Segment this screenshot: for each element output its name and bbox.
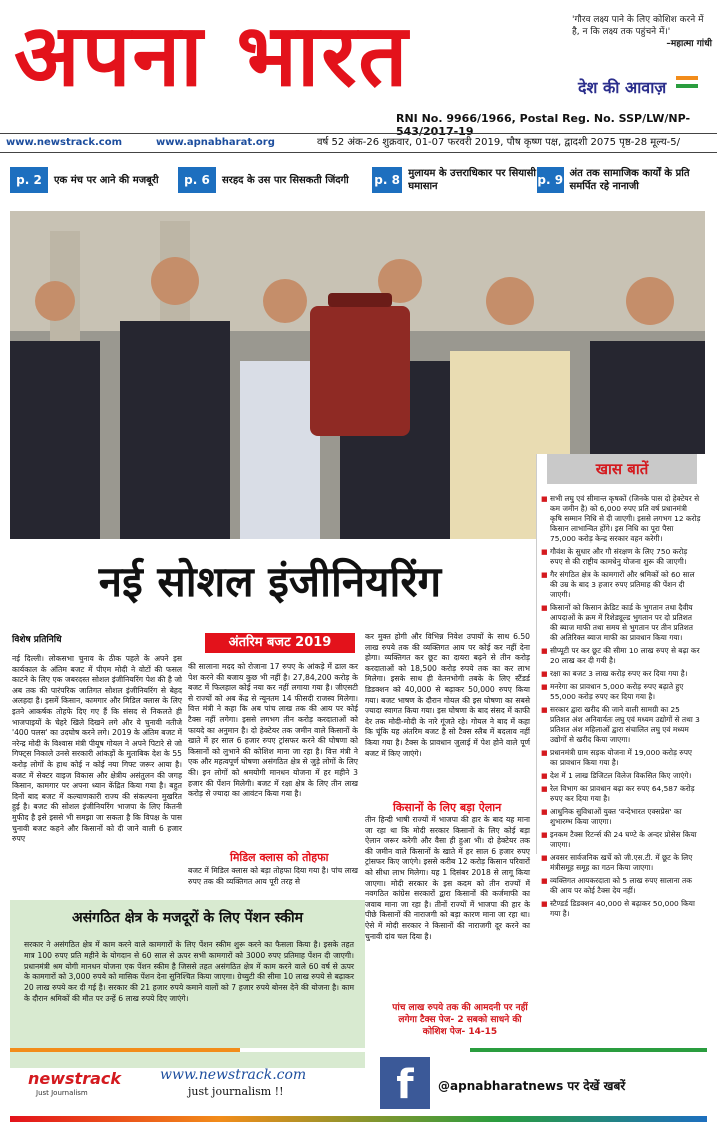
key-point-item: ■ रेल विभाग का प्रावधान बढ़ा कर रुपए 64,587 करोड़ रुपए कर दिया गया है। — [541, 784, 701, 804]
key-point-item: ■ किसानों को किसान क्रेडिट कार्ड के भुगतान तथा दैवीय आपदाओं के क्रम में रिशेड्यूल्ड भुगतान पर दो प्रतिशत की ब्याज माफी तथा समय से भुगतान पर तीन प्रतिशत की अतिरिक्त ब्याज माफी का प्रावधान किया गया। — [541, 603, 701, 643]
tagline-box — [578, 68, 702, 108]
registration-line: RNI No. 9966/1966, Postal Reg. No. SSP/LW/NP-543/2017-19 — [396, 112, 691, 138]
teaser-p8[interactable] — [372, 163, 542, 197]
flag-icon — [676, 76, 698, 88]
newspaper-title: अपना भारत — [14, 5, 410, 106]
tax-teaser[interactable]: पांच लाख रुपये तक की आमदनी पर नहीं लगेगा टैक्स पेज- 2 सबको साधने की कोशिश पेज- 14-15 — [392, 1003, 528, 1037]
pension-scheme-box — [10, 900, 365, 1068]
key-points-sidebar — [536, 454, 706, 918]
teaser-text: मुलायम के उत्तराधिकार पर सियासी घमासान — [408, 168, 536, 192]
key-point-item: ■ गौवंश के सुधार और गौ संरक्षण के लिए 750 करोड़ रुपए से की राष्ट्रीय कामधेनु योजना शुरू की जाएगी। — [541, 547, 701, 567]
main-headline: नई सोशल इंजीनियरिंग — [98, 557, 442, 606]
page-number-badge: p. 2 — [10, 167, 48, 193]
article-column-2b: बजट में मिडिल क्लास को बड़ा तोहफा दिया गया है। पांच लाख रुपए तक की व्यक्तिगत आय पूरी तरह से — [188, 866, 358, 886]
key-point-item: ■ मनरेगा का प्रावधान 5,000 करोड़ रुपए बढ़ाते हुए 55,000 करोड़ रुपए कर दिया गया है। — [541, 682, 701, 702]
key-point-item: ■ सरकार द्वारा खरीद की जाने वाली सामग्री का 25 प्रतिशत अंश अनिवार्यतः लघु एवं मध्यम उद्योगों से तथा 3 प्रतिशत अंश महिलाओं द्वारा संचालित लघु एवं मध्यम उद्योगों से खरीद किया जाएगा। — [541, 705, 701, 745]
key-point-item: ■ गैर संगठित क्षेत्र के कामगारों और श्रमिकों को 60 साल की उम्र के बाद 3 हजार रुपए प्रतिमाह की पेंशन दी जाएगी। — [541, 570, 701, 600]
newstrack-logo[interactable] — [18, 1065, 138, 1105]
teaser-text: अंत तक सामाजिक कार्यों के प्रति समर्पित रहे नानाजी — [569, 168, 690, 192]
page-number-badge: p. 9 — [537, 167, 564, 193]
pension-text: सरकार ने असंगठित क्षेत्र में काम करने वाले कामगारों के लिए पेंशन स्कीम शुरू करने का फैसला किया है। इसके तहत मात्र 100 रुपए प्रति महीने के योगदान से 60 साल से ऊपर सभी कामगारों को 3000 रुपए प्रतिमाह पेंशन दी जाएगी। प्रधानमंत्री श्रम योगी मानधन योजना एक पेंशन स्कीम है जिससे तहत असंगठित क्षेत्र में काम करने वाले 60 वर्ष से ऊपर के कामगारों को 3,000 रुपये को मासिक पेंशन देना सुनिश्चित किया जाएगा। ग्रेच्युटी की सीमा 10 लाख रुपये से बढ़ाकर 20 लाख रुपये कर दी गई है। सरकार की 21 हजार रुपये कमाने वालों को 7 हजार रुपये बोनस देने की योजना है। काम के दौरान श्रमिकों की मौत पर उन्हें 6 लाख रुपये दिए जाएंगे। — [24, 940, 354, 1003]
key-point-item: ■ प्रधानमंत्री ग्राम सड़क योजना में 19,000 करोड़ रुपए का प्रावधान किया गया है। — [541, 748, 701, 768]
dateline: वर्ष 52 अंक-26 शुक्रवार, 01-07 फरवरी 2019, पौष कृष्ण पक्ष, द्वादशी 2075 पृष्ठ-28 मूल्य-5/ — [317, 137, 680, 148]
footer-website[interactable]: www.newstrack.com — [160, 1067, 307, 1083]
article-column-3b: तीन हिन्दी भाषी राज्यों में भाजपा की हार के बाद यह माना जा रहा था कि मोदी सरकार किसानों के लिए कोई बड़ा ऐलान जरूर करेगी और वैसा ही हुआ भी। दो हेक्टेयर तक की जमीन वाले किसानों के खाते में हर साल 6 हजार रुपए ट्रांसफर किए जाएंगे। इससे करीब 12 करोड़ किसान परिवारों को सीधा लाभ मिलेगा। यह 1 दिसंबर 2018 से लागू किया जाएगा। मोदी सरकार के इस कदम को तीन राज्यों में नवगठित कांग्रेस सरकारों द्वारा किसानों की कर्जमाफी का जवाब माना जा रहा है। तीनों राज्यों में भाजपा की हार के पीछे किसानों की नाराजगी को बड़ा कारण माना जा रहा था। ऐसे में मोदी सरकार ने किसानों की नाराजगी दूर करने का चुनावी दांव चल दिया है। — [365, 815, 530, 941]
quote-author: –महात्मा गांधी — [666, 39, 712, 49]
pension-heading: असंगठित क्षेत्र के मजदूरों के लिए पेंशन स्कीम — [71, 910, 303, 926]
teaser-p6[interactable] — [178, 163, 368, 197]
newstrack-subtitle: Just Journalism — [36, 1089, 88, 1097]
key-point-item: ■ व्यक्तिगत आयकरदाता को 5 लाख रुपए सालाना तक की आय पर कोई टैक्स देय नहीं। — [541, 876, 701, 896]
footer-color-bar — [10, 1116, 707, 1122]
gandhi-quote — [572, 14, 712, 50]
key-point-item: ■ सीप्यूटी पर कर छूट की सीमा 10 लाख रुपए से बढ़ा कर 20 लाख कर दी गयी है। — [541, 646, 701, 666]
facebook-handle[interactable]: @apnabharatnews पर देखें खबरें — [438, 1079, 626, 1093]
article-column-1: नई दिल्ली। लोकसभा चुनाव के ठीक पहले के अपने इस कार्यकाल के अंतिम बजट में पीएम मोदी ने वोटों की फसल काटने के लिए एक जबरदस्त सोशल इंजीनियरिंग पेश की है जो अब तक की पारंपरिक जातिगत सोशल इंजीनियरिंग से बेहद अलहदा है। इसमें किसान, कामगार और मिडिल क्लास के लिए इतने आकर्षक तोहफे दिए गए हैं कि संसद से निकलते ही भाजपाइयों के चेहरे खिले दिखने लगे और ये चुनावी नतीजे '400 पलस' का उदघोष करने लगे। 2019 के अंतिम बजट में नरेन्द्र मोदी के विश्वास मंत्री पीयूष गोयल ने अपने पिटारे से जो गिफ्ट्स निकाले उनसे सरकारी आंकड़ों के मुताबिक देश के 55 करोड़ लोगों के हाथ कोई न कोई नया गिफ्ट जरूर आया है। बजट में सेक्टर वाइज विकास और क्षेत्रीय असंतुलन की जगह किसान, कामगार पर अपना ध्यान केंद्रित किया गया है। बहुत दिनों बाद बजट में कल्याणकारी राज्य की संकल्पना मुखरित हुई है। बजट की सोशल इंजीनियरिंग भाजपा के लिए कितनी मुफीद है इसे इससे भी समझा जा सकता है कि विपक्ष के पास चुनावी बजट कहने और किसानों को दी जाने वाली 6 हजार रुपए — [12, 654, 182, 844]
key-point-item: ■ इनकम टैक्स रिटर्न्स की 24 घण्टे के अन्दर प्रोसेस किया जाएगा। — [541, 830, 701, 850]
newstrack-wordmark: newstrack — [28, 1069, 122, 1088]
page-number-badge: p. 8 — [372, 167, 402, 193]
footer — [10, 1045, 707, 1125]
teaser-p2[interactable] — [10, 163, 185, 197]
key-points-list — [541, 494, 701, 922]
facebook-icon[interactable]: f — [380, 1057, 430, 1109]
article-column-2: की सालाना मदद को रोजाना 17 रुपए के आंकड़े में ढाल कर पेश करने की बजाय कुछ भी नहीं है। 27,84,200 करोड़ के बजट में फिलहाल कोई नया कर नहीं लगाया गया है। जीएसटी से राज्यों को अब केंद्र से न्यूनतम 14 फीसदी राजस्व मिलेगा। वित्त मंत्री ने कहा कि अब पांच लाख तक की आय पर कोई टैक्स नहीं लगेगा। इससे लगभग तीन करोड़ करदाताओं को फायदे का अनुमान है। दो हेक्टेयर तक जमीन वाले किसानों के खाते में हर साल 6 हजार रुपए ट्रांसफर करने की घोषणा को किसानों को लुभाने की कोशिश माना जा रहा है। वित्त मंत्री ने एक और महत्वपूर्ण घोषणा असंगठित क्षेत्र से जुड़े लोगों के लिए की। इन लोगों को श्रमयोगी मानधन योजना में हर महीने 3 हजार की पेंशन मिलेगी। बजट में रक्षा क्षेत्र के लिए तीन लाख करोड़ से ज्यादा का आवंटन किया गया है। — [188, 662, 358, 799]
key-point-item: ■ आधुनिक सुविधाओं युक्त 'वन्देभारत एक्सप्रेस' का शुभारम्भ किया जाएगा। — [541, 807, 701, 827]
apnabharat-link[interactable]: www.apnabharat.org — [156, 137, 275, 148]
key-point-item: ■ स्टैण्डर्ड डिडक्शन 40,000 से बढ़ाकर 50,000 किया गया है। — [541, 899, 701, 919]
middle-class-subhead: मिडिल क्लास को तोहफा — [230, 851, 329, 864]
teaser-text: एक मंच पर आने की मजबूरी — [54, 174, 159, 186]
farmers-subhead: किसानों के लिए बड़ा ऐलान — [393, 801, 502, 814]
key-point-item: ■ रक्षा का बजट 3 लाख करोड़ रुपए कर दिया गया है। — [541, 669, 701, 679]
key-point-item: ■ अवसर सार्वजनिक खर्चे को जी.एस.टी. में छूट के लिए मंत्रीसमूह समूह का गठन किया जाएगा। — [541, 853, 701, 873]
tricolor-divider — [10, 1048, 707, 1052]
page-teasers — [10, 163, 710, 199]
sidebar-heading: खास बातें — [547, 454, 697, 484]
page-number-badge: p. 6 — [178, 167, 216, 193]
info-strip — [0, 133, 717, 153]
key-point-item: ■ सभी लघु एवं सीमान्त कृषकों (जिनके पास दो हेक्टेयर से कम जमीन है) को 6,000 रुपए प्रति वर्ष प्रधानमंत्री कृषि सम्मान निधि से दी जाएगी। इससे लगभग 12 करोड़ किसान लाभान्वित होंगे। इस निधि का पूरा पैसा 75,000 करोड़ केन्द्र सरकार वहन करेगी। — [541, 494, 701, 544]
masthead — [0, 0, 717, 138]
key-point-item: ■ देश में 1 लाख डिजिटल विलेज विकसित किए जाएंगे। — [541, 771, 701, 781]
article-column-3: कर मुक्त होगी और विभिन्न निवेश उपायों के साथ 6.50 लाख रुपये तक की व्यक्तिगत आय पर कोई कर नहीं देना होगा। व्यक्तिगत कर छूट का दायरा बढ़ने से तीन करोड़ करदाताओं को 18,500 करोड़ रुपये तक का कर लाभ मिलेगा। इसके साथ ही वेतनभोगी तबके के लिए स्टैंडर्ड डिडक्शन को 40,000 से बढ़ाकर 50,000 रुपए किया गया। बजट भाषण के दौरान गोयल की इस घोषणा का सबसे ज्यादा स्वागत किया गया। इस घोषणा के बाद संसद में काफी देर तक मोदी-मोदी के नारे गूंजते रहे। गोयल ने बाद में कहा कि चूंकि यह अंतरिम बजट है सो टैक्स स्लैब में बदलाव नहीं किया गया है। टैक्स के प्रावधान जुलाई में पेश होने वाले पूर्ण बजट में किए जाएंगे। — [365, 632, 530, 758]
budget-label: अंतरिम बजट 2019 — [205, 633, 355, 653]
teaser-p9[interactable] — [537, 163, 710, 197]
teaser-text: सरहद के उस पार सिसकती जिंदगी — [222, 174, 349, 186]
quote-text: 'गौरव लक्ष्य पाने के लिए कोशिश करने में है, न कि लक्ष्य तक पहुंचने में।' — [572, 15, 704, 37]
footer-slogan: just journalism !! — [188, 1085, 284, 1098]
byline: विशेष प्रतिनिधि — [12, 635, 62, 645]
newstrack-link[interactable]: www.newstrack.com — [6, 137, 123, 148]
budget-briefcase — [310, 306, 410, 436]
tagline: देश की आवाज़ — [578, 78, 667, 97]
